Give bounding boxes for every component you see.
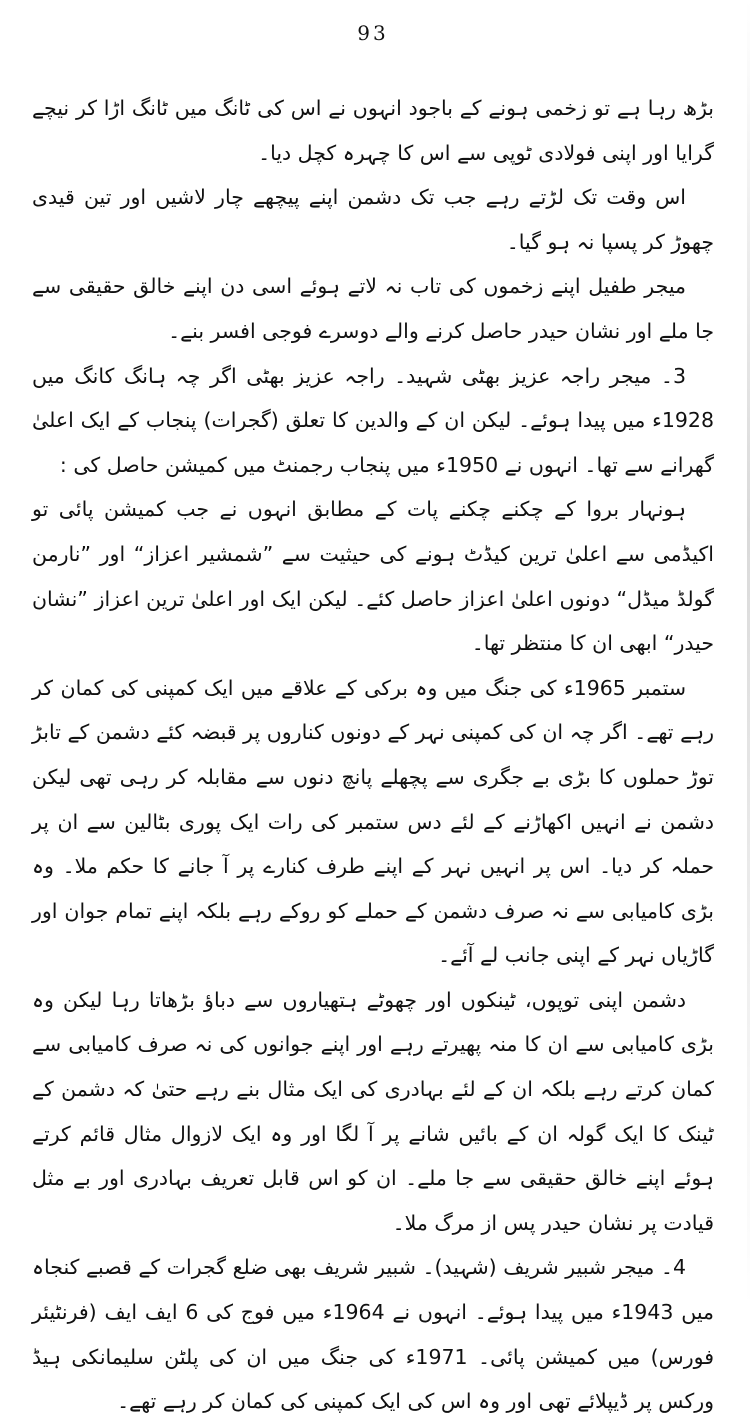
page-body	[32, 86, 714, 1424]
page-number: 93	[357, 21, 389, 45]
paragraph-major-shabbir-sharif: 4۔ میجر شبیر شریف (شہید)۔ شبیر شریف بھی ضلع گجرات کے قصبے کنجاہ میں 1943ء میں پیدا ہوئے۔ انہوں نے 1964ء میں فوج کی 6 ایف ایف (فرنٹیئر فورس) میں کمیشن پائی۔ 1971ء کی جنگ میں ان کی پلٹن سلیمانکی ہیڈ ورکس پر ڈیپلائے تھی اور وہ اس کی ایک کمپنی کی کمان کر رہے تھے۔	[32, 1255, 714, 1414]
paragraph-major-tufail: میجر طفیل اپنے زخموں کی تاب نہ لاتے ہوئے اسی دن اپنے خالق حقیقی سے جا ملے اور نشان حیدر حاصل کرنے والے دوسرے فوجی افسر بنے۔	[32, 274, 714, 343]
paragraph-enemy-retreat: اس وقت تک لڑتے رہے جب تک دشمن اپنے پیچھے چار لاشیں اور تین قیدی چھوڑ کر پسپا نہ ہو گیا۔	[32, 185, 714, 254]
paragraph-1965-war: ستمبر 1965ء کی جنگ میں وہ برکی کے علاقے میں ایک کمپنی کی کمان کر رہے تھے۔ اگر چہ ان کی کمپنی نہر کے دونوں کناروں پر قبضہ کئے دشمن کے تابڑ توڑ حملوں کا بڑی بے جگری سے پچھلے پانچ دنوں سے مقابلہ کر رہی تھی لیکن دشمن نے انہیں اکھاڑنے کے لئے دس ستمبر کی رات ایک پوری بٹالین سے ان پر حملہ کر دیا۔ اس پر انہیں نہر کے اپنے طرف کنارے پر آ جانے کا حکم ملا۔ وہ بڑی کامیابی سے نہ صرف دشمن کے حملے کو روکے رہے بلکہ اپنے تمام جوان اور گاڑیاں نہر کے اپنی جانب لے آئے۔	[32, 675, 714, 968]
paragraph-aziz-bhatti-martyrdom: دشمن اپنی توپوں، ٹینکوں اور چھوٹے ہتھیاروں سے دباؤ بڑھاتا رہا لیکن وہ بڑی کامیابی سے ان کا منہ پھیرتے رہے اور اپنے جوانوں کی نہ صرف کامیابی سے کمان کرتے رہے بلکہ ان کے لئے بہادری کی ایک مثال بنے رہے حتیٰ کہ دشمن کے ٹینک کا ایک گولہ ان کے بائیں شانے پر آ لگا اور وہ ایک لازوال مثال قائم کرتے ہوئے اپنے خالق حقیقی سے جا ملے۔ ان کو اس قابل تعریف بہادری اور بے مثل قیادت پر نشان حیدر پس از مرگ ملا۔	[32, 987, 714, 1235]
paragraph-major-aziz-bhatti-intro: 3۔ میجر راجہ عزیز بھٹی شہید۔ راجہ عزیز بھٹی اگر چہ ہانگ کانگ میں 1928ء میں پیدا ہوئے۔ لیکن ان کے والدین کا تعلق (گجرات) پنجاب کے ایک اعلیٰ گھرانے سے تھا۔ انہوں نے 1950ء میں پنجاب رجمنٹ میں کمیشن حاصل کی :	[32, 363, 714, 477]
paragraph-aziz-bhatti-awards: ہونہار بروا کے چکنے چکنے پات کے مطابق انہوں نے جب کمیشن پائی تو اکیڈمی سے اعلیٰ ترین کیڈٹ ہونے کی حیثیت سے ”شمشیر اعزاز“ اور ”نارمن گولڈ میڈل“ دونوں اعلیٰ اعزاز حاصل کئے۔ لیکن ایک اور اعلیٰ ترین اعزاز ”نشان حیدر“ ابھی ان کا منتظر تھا۔	[32, 497, 714, 656]
paragraph-continuation: بڑھ رہا ہے تو زخمی ہونے کے باجود انہوں نے اس کی ٹانگ میں ٹانگ اڑا کر نیچے گرایا اور اپنی فولادی ٹوپی سے اس کا چہرہ کچل دیا۔	[32, 96, 714, 165]
